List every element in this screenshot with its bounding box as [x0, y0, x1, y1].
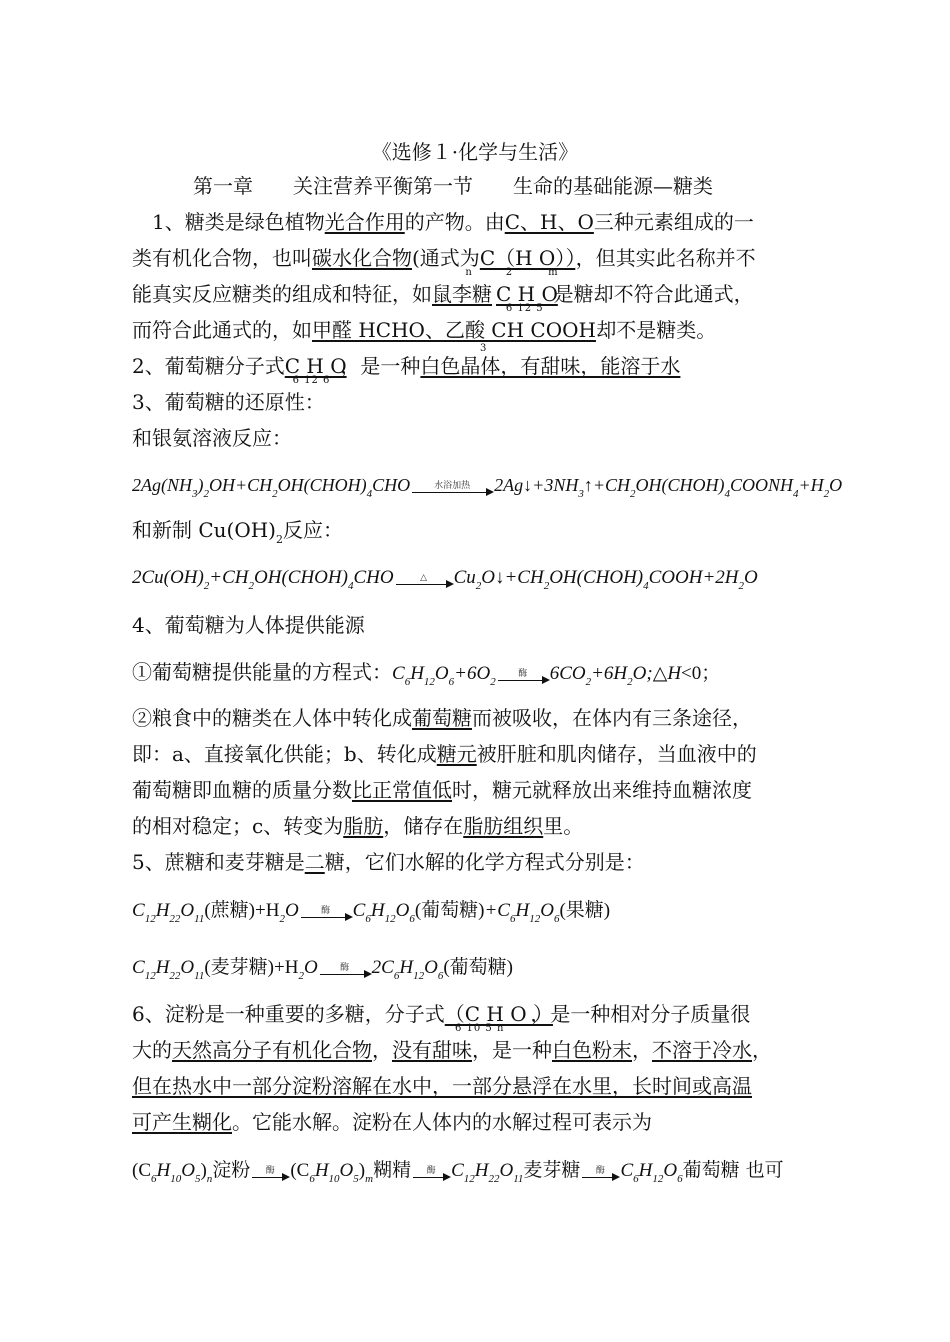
reaction-arrow: 水浴加热 [412, 481, 492, 493]
equation-maltose-hydrolysis: $C_{12}H_{22}O_{11}$(麦芽糖)$+H_2O$ 酶 $2C_6H_{12}O_6$(葡萄糖) [132, 957, 513, 982]
term-rhamnose: 鼠李糖 [432, 282, 492, 306]
reaction-arrow: 酶 [582, 1166, 618, 1178]
section-3-heading: 3、葡萄糖的还原性： [132, 390, 325, 414]
para-1-line-3: 能真实反应糖类的组成和特征，如鼠李糖 C H $O_{6 12 5}$是糖却不符合此通式， [132, 282, 754, 314]
para-7-line-3: 葡萄糖即血糖的质量分数比正常值低时，糖元就释放出来维持血糖浓度 [132, 778, 752, 802]
reaction-arrow: 酶 [498, 669, 548, 681]
reaction-arrow: 酶 [320, 963, 370, 975]
equation-sucrose-hydrolysis: $C_{12}H_{22}O_{11}$(蔗糖)$+H_2O$ 酶 $C_6H_{12}O_6$(葡萄糖)$+C_6H_{12}O_6$(果糖) [132, 900, 611, 925]
para-9-line-4: 可产生糊化。它能水解。淀粉在人体内的水解过程可表示为 [132, 1110, 652, 1134]
para-7-line-4: 的相对稳定；c、转变为脂肪，储存在脂肪组织里。 [132, 814, 584, 838]
equation-silver-mirror: $2Ag(NH_3)_2OH+CH_2OH(CHOH)_4CHO$ 水浴加热 $2Ag↓+3NH_3↑+CH_2OH(CHOH)_4COONH_4+H_2O$ [132, 475, 843, 500]
para-1-line-2: 类有机化合物，也叫碳水化合物(通式为C（H $O)_n$ $_2$ $_m$），但其实此名称并不 [132, 246, 756, 278]
reaction-arrow: △ [396, 573, 452, 585]
reaction-arrow: 酶 [413, 1166, 449, 1178]
term-photosynthesis: 光合作用 [324, 210, 405, 234]
equation-starch-hydrolysis-path: $(C_6H_{10}O_5)_n$淀粉 酶 $(C_6H_{10}O_5)_m$糊精 酶 $C_{12}H_{22}O_{11}$麦芽糖 酶 $C_6H_{12}O_6$葡萄糖 也可 [132, 1159, 784, 1185]
section-4-heading: 4、葡萄糖为人体提供能源 [132, 613, 365, 637]
term-elements: C、H、O [504, 210, 594, 234]
para-7-line-2: 即：a、直接氧化供能；b、转化成糖元被肝脏和肌肉储存，当血液中的 [132, 742, 757, 766]
starch-formula: （C H O ） [444, 1002, 553, 1026]
para-9-line-1: 6、淀粉是一种重要的多糖，分子式（C H O ）$_{6 10 5 n}$，是一种相对分子质量很 [132, 1002, 751, 1034]
para-9-line-3: 但在热水中一部分淀粉溶解在水中，一部分悬浮在水里，长时间或高温 [132, 1074, 752, 1098]
reaction-arrow: 酶 [301, 906, 351, 918]
term-carbohydrate: 碳水化合物 [312, 246, 412, 270]
equation-copper-hydroxide: $2Cu(OH)_2+CH_2OH(CHOH)_4CHO$ △ $Cu_2O↓+CH_2OH(CHOH)_4COOH+2H_2O$ [132, 567, 758, 592]
para-2: 2、葡萄糖分子式C H $O_{6 12 6}$，是一种白色晶体，有甜味，能溶于水 [132, 354, 681, 386]
glucose-properties: 白色晶体，有甜味，能溶于水 [420, 354, 681, 378]
energy-equation-line: ①葡萄糖提供能量的方程式：$C_6H_{12}O_6+6O_2$ 酶 $6CO_2+6H_2O;\triangle H<0$； [132, 660, 721, 688]
copper-hydroxide-heading: 和新制 $Cu(OH)_2$反应： [132, 518, 343, 546]
para-9-line-2: 大的天然高分子有机化合物，没有甜味，是一种白色粉末，不溶于冷水， [132, 1038, 772, 1062]
para-1-line-4: 而符合此通式的，如甲醛 HCHO、乙酸 CH $COOH_3$却不是糖类。 [132, 318, 717, 354]
general-formula: C（H O） [479, 246, 576, 270]
para-7-line-1: ②粮食中的糖类在人体中转化成葡萄糖而被吸收，在体内有三条途径， [132, 706, 752, 730]
para-1-line-1: 1、糖类是绿色植物光合作用的产物。由C、H、O三种元素组成的一 [132, 210, 754, 234]
chapter-heading: 第一章 关注营养平衡第一节 生命的基础能源—糖类 [193, 174, 713, 198]
silver-ammonia-heading: 和银氨溶液反应： [132, 426, 292, 450]
rhamnose-formula: C H O [496, 282, 558, 306]
glucose-formula: C H O [284, 354, 347, 378]
reaction-arrow: 酶 [252, 1166, 288, 1178]
equation-glucose-oxidation: $C_6H_{12}O_6+6O_2$ 酶 $6CO_2+6H_2O;\triangle H<0$； [392, 663, 721, 688]
term-formaldehyde-acetic-acid: 甲醛 HCHO、乙酸 CH COOH [312, 318, 596, 342]
document-title: 《选修１·化学与生活》 [371, 140, 579, 164]
section-5-heading: 5、蔗糖和麦芽糖是二糖，它们水解的化学方程式分别是： [132, 850, 645, 874]
